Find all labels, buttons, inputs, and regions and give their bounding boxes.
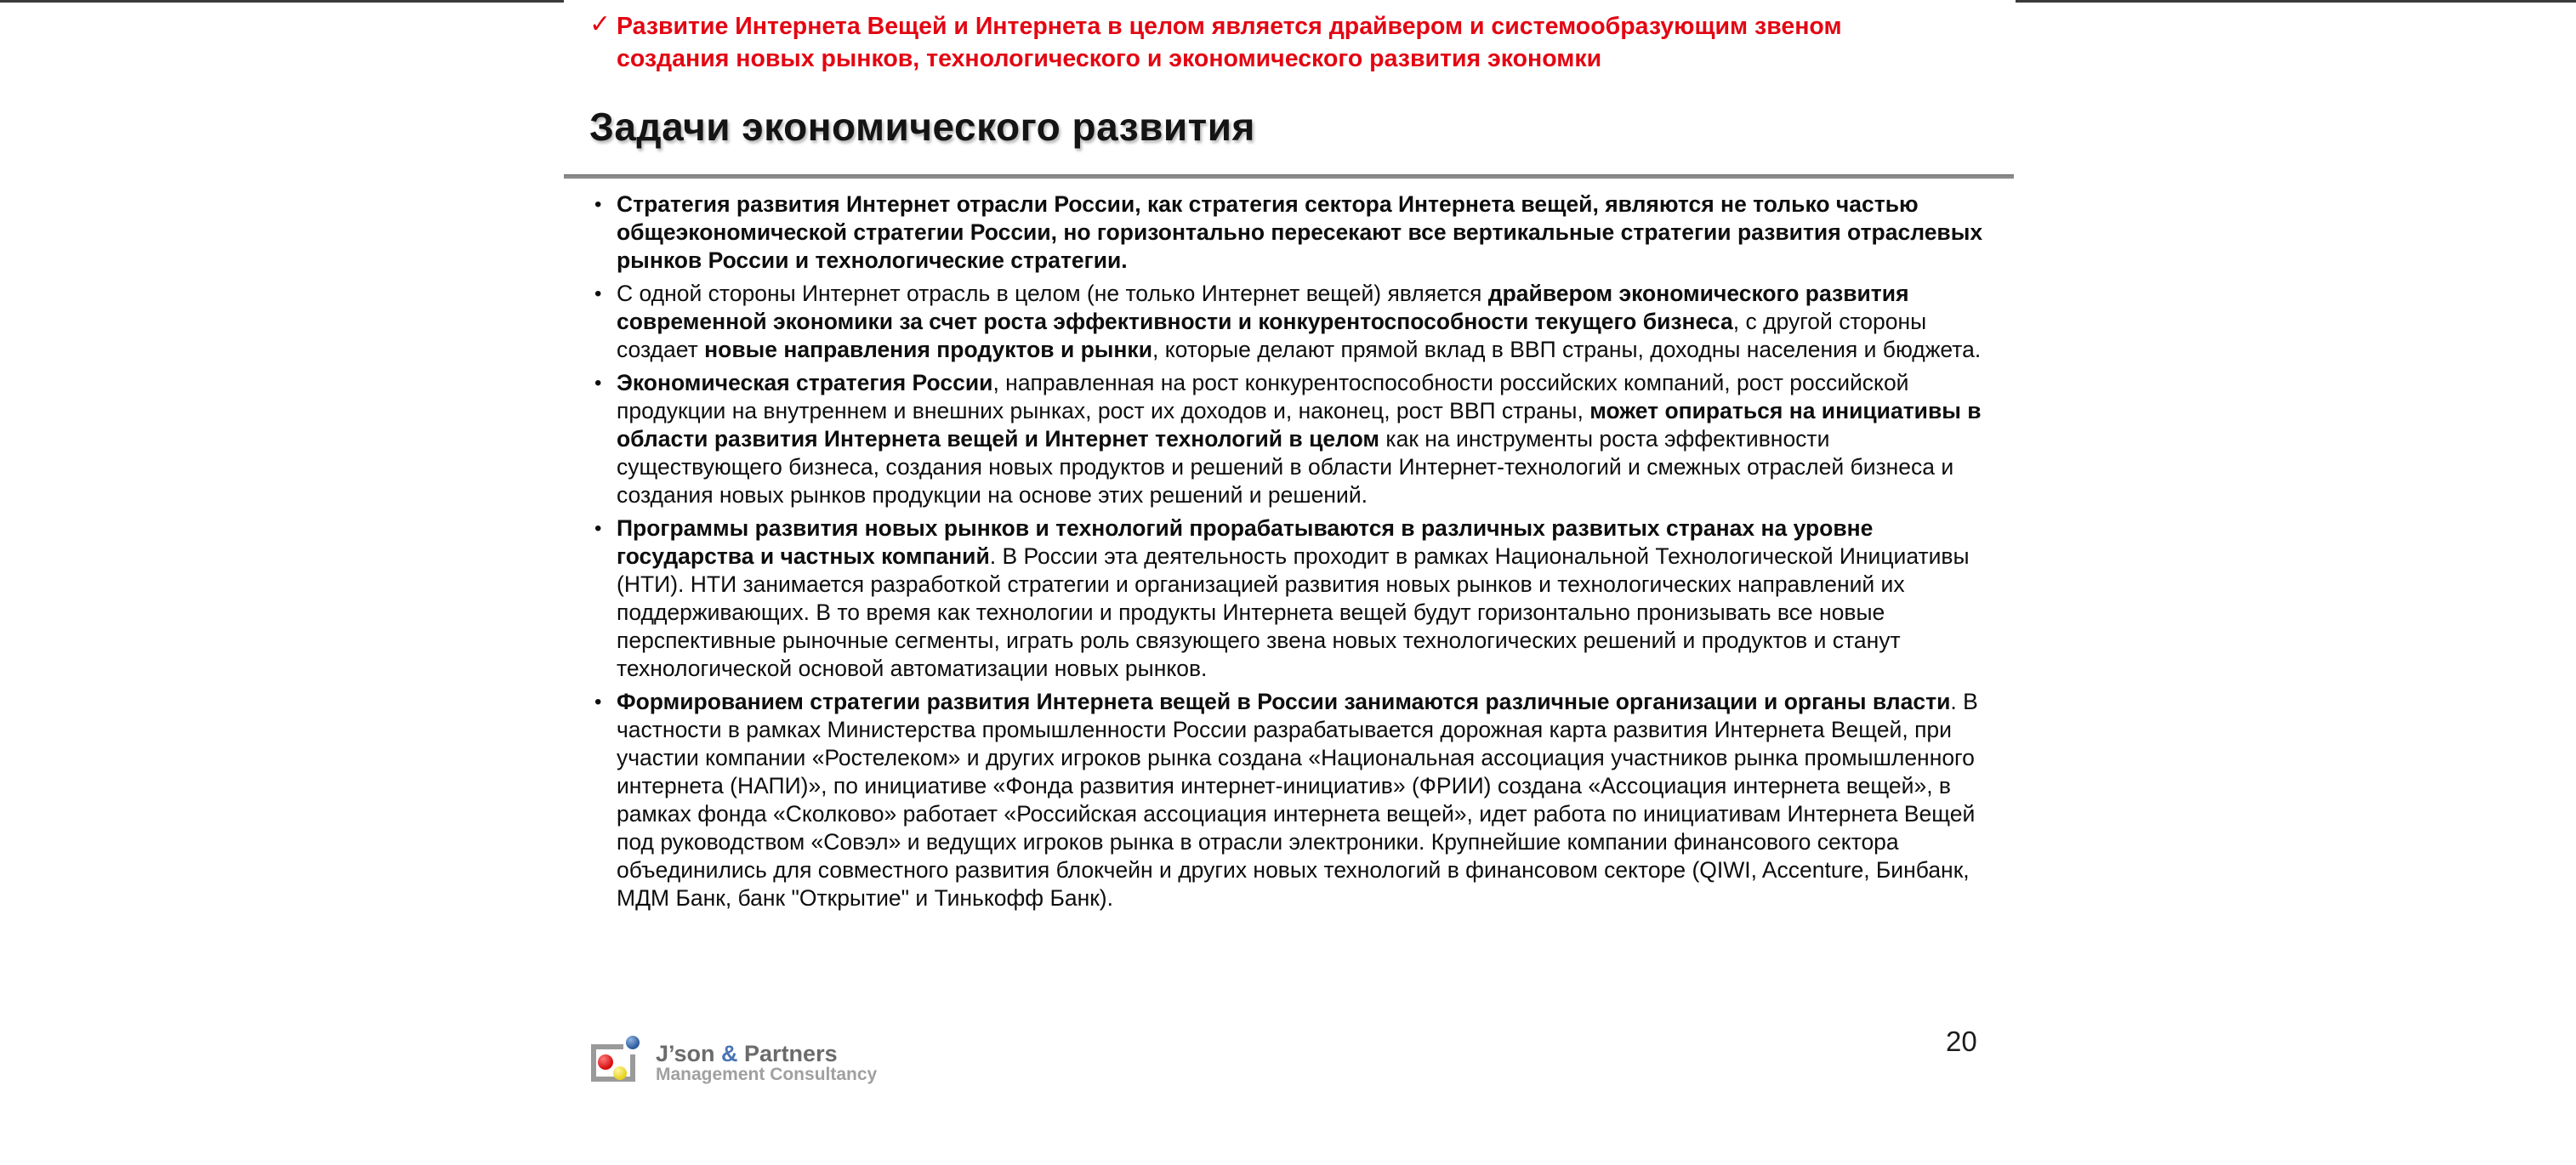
bullet-text-segment: . В частности в рамках Министерства промышленности России разрабатывается дорожная карта развития Интернета Вещей, при участии компании «Ростелеком» и других игроков рынка создана «Национальная ассоциация участников рынка промышленного интернета (НАПИ)», по инициативе «Фонда развития интернет-инициатив» (ФРИИ) создана «Ассоциация интернета вещей», в рамках фонда «Сколково» работает «Российская ассоциация интернета вещей», идет работа по инициативам Интернета Вещей под руководством «Совэл» и ведущих игроков рынка в отрасли электроники. Крупнейшие компании финансового сектора объединились для совместного развития блокчейн и других новых технологий в финансовом секторе (QIWI, Accenture, Бинбанк, МДМ Банк, банк "Открытие" и Тинькофф Банк). xyxy=(617,689,1978,911)
list-item xyxy=(593,688,1996,912)
bullet-text-segment: как на инструменты роста эффективности существующего бизнеса, создания новых продуктов и решений в области Интернет-технологий и смежных отраслей бизнеса и создания новых рынков продукции на основе этих решений и решений. xyxy=(617,426,1954,508)
footer-brand xyxy=(591,1036,877,1085)
brand-name-pre: J’son xyxy=(656,1041,722,1066)
bullet-text-segment: . В России эта деятельность проходит в рамках Национальной Технологической Инициативы (НТИ). НТИ занимается разработкой стратегии и организацией развития новых рынков и технологических направлений их поддерживающих. В то время как технологии и продукты Интернета вещей будут горизонтально пронизывать все новые перспективные рыночные сегменты, играть роль связующего звена новых технологических решений и продуктов и станут технологической основой автоматизации новых рынков. xyxy=(617,543,1970,681)
bullet-text-segment: может опираться на инициативы в области развития Интернета вещей и Интернет технологий в целом xyxy=(617,398,1982,452)
list-item xyxy=(593,514,1996,683)
bullet-text-segment: , с другой стороны создает xyxy=(617,309,1927,362)
brand-subtitle: Management Consultancy xyxy=(656,1065,878,1084)
slide-canvas xyxy=(564,0,2016,1165)
brand-ampersand: & xyxy=(721,1041,738,1066)
bullet-text-segment: Формированием стратегии развития Интернета вещей в России занимаются различные организации и органы власти xyxy=(617,689,1951,714)
brand-text-block xyxy=(656,1036,877,1085)
bullet-text-segment: новые направления продуктов и рынки xyxy=(704,337,1152,362)
page-number: 20 xyxy=(1946,1026,1977,1057)
bullet-text-segment: С одной стороны Интернет отрасль в целом (не только Интернет вещей) является xyxy=(617,281,1488,306)
json-partners-logo-icon xyxy=(591,1036,644,1085)
checkmark-icon: ✓ xyxy=(589,10,611,38)
list-item xyxy=(593,280,1996,364)
bullet-text-segment: , которые делают прямой вклад в ВВП страны, доходны населения и бюджета. xyxy=(1152,337,1982,362)
list-item xyxy=(593,369,1996,509)
bullet-text-segment: Программы развития новых рынков и технологий прорабатываются в различных развитых странах на уровне государства и частных компаний xyxy=(617,515,1874,569)
bullet-text-segment: Экономическая стратегия России xyxy=(617,370,993,395)
conclusion-text: Развитие Интернета Вещей и Интернета в целом является драйвером и системообразующим звеном создания новых рынков, технологического и экономического развития экономки xyxy=(617,13,1842,72)
logo-red-ball-icon xyxy=(598,1054,613,1070)
logo-yellow-ball-icon xyxy=(613,1066,627,1080)
title-divider xyxy=(564,174,2014,179)
list-item xyxy=(593,190,1996,275)
brand-name xyxy=(656,1043,877,1065)
brand-name-post: Partners xyxy=(737,1041,838,1066)
conclusion-statement xyxy=(589,10,1860,75)
bullet-text-segment: Стратегия развития Интернет отрасли России, как стратегия сектора Интернета вещей, являются не только частью общеэкономической стратегии России, но горизонтально пересекают все вертикальные стратегии развития отраслевых рынков России и технологические стратегии. xyxy=(617,191,1983,273)
bullet-text-segment: , направленная на рост конкурентоспособности российских компаний, рост российской продукции на внутреннем и внешних рынках, рост их доходов и, наконец, рост ВВП страны, xyxy=(617,370,1909,423)
bullet-list xyxy=(593,190,1996,918)
logo-blue-ball-icon xyxy=(626,1036,640,1049)
page-title: Задачи экономического развития xyxy=(589,105,1255,149)
bullet-text-segment: драйвером экономического развития современной экономики за счет роста эффективности и конкурентоспособности текущего бизнеса xyxy=(617,281,1909,334)
